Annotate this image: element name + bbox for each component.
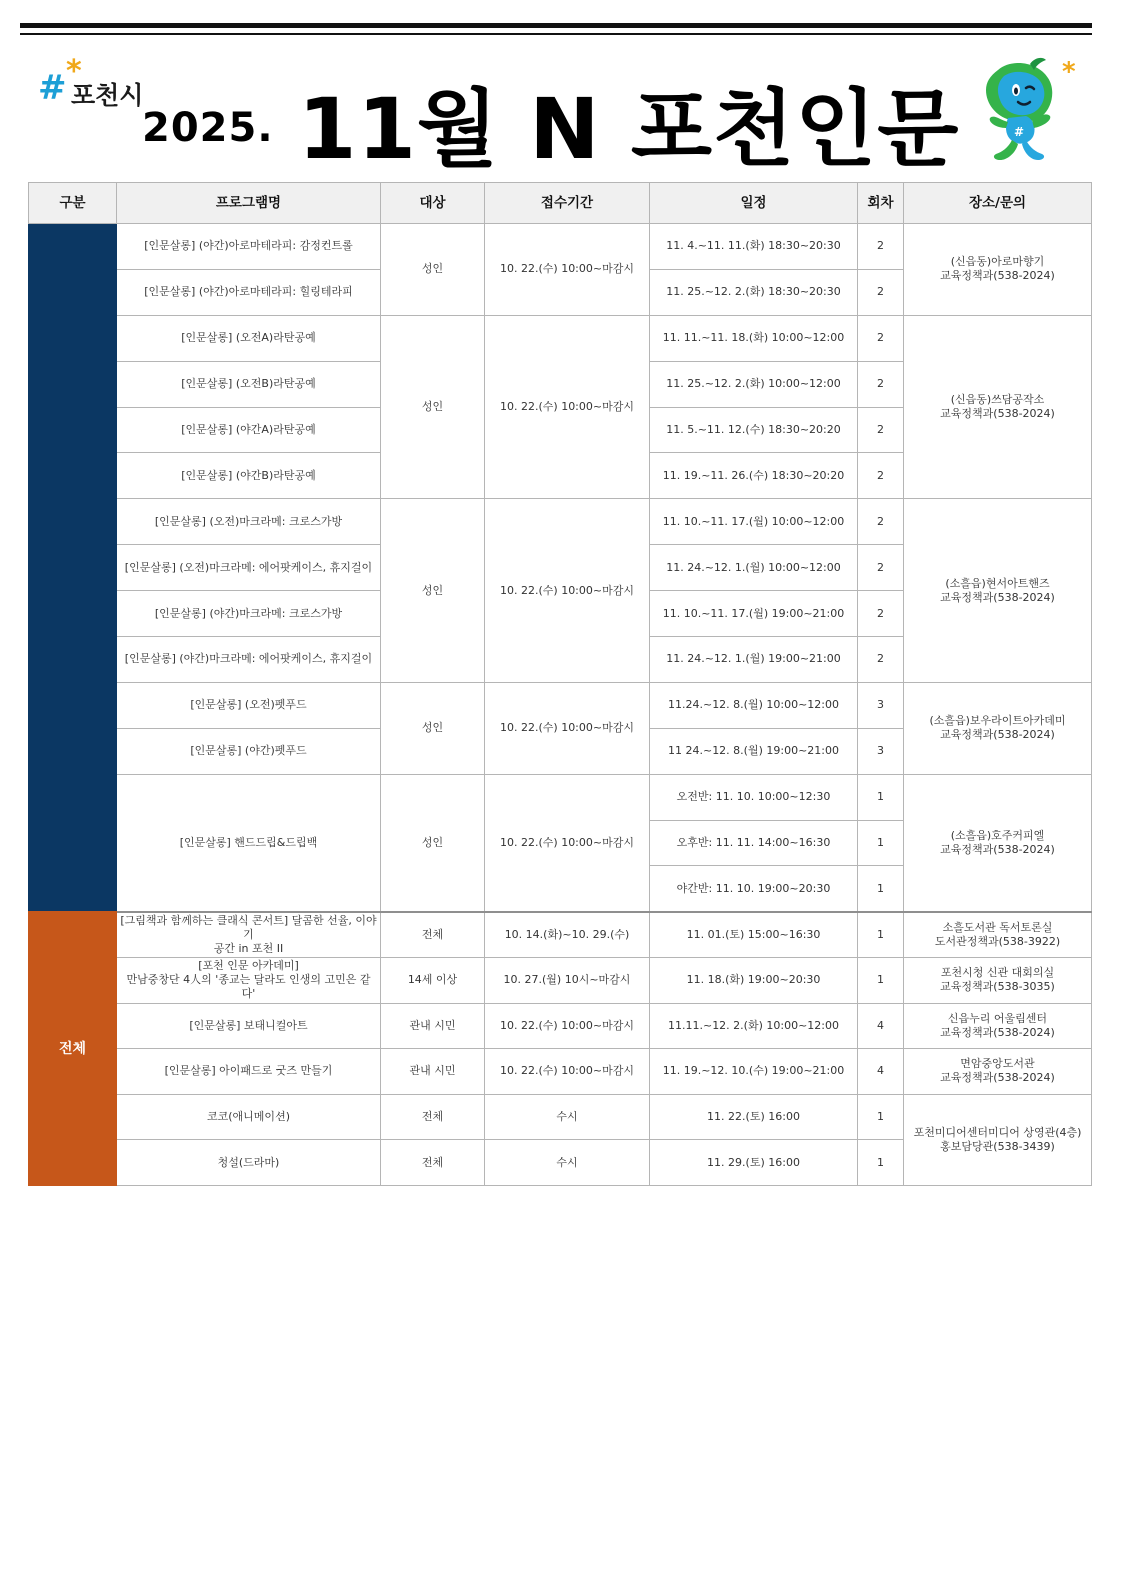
schedule-cell: 야간반: 11. 10. 19:00~20:30 (650, 866, 858, 912)
schedule-cell: 11. 18.(화) 19:00~20:30 (650, 957, 858, 1003)
period-cell: 10. 22.(수) 10:00~마감시 (485, 1003, 650, 1049)
schedule-cell: 11.24.~12. 8.(월) 10:00~12:00 (650, 682, 858, 728)
place-name: (소흘읍)현서아트핸즈 (945, 576, 1050, 590)
place-contact: 교육정책과(538-3035) (940, 980, 1055, 994)
table-row (29, 912, 1092, 958)
header-target: 대상 (381, 183, 485, 224)
table-row (29, 682, 1092, 728)
period-cell: 10. 27.(월) 10시~마감시 (485, 957, 650, 1003)
program-cell: 청설(드라마) (117, 1140, 381, 1186)
program-cell: [인문살롱] (오전A)라탄공예 (117, 315, 381, 361)
place-contact: 도서관정책과(538-3922) (934, 934, 1061, 948)
top-rule-thick (20, 23, 1092, 28)
sessions-cell: 2 (858, 224, 904, 270)
program-cell: [인문살롱] (야간A)라탄공예 (117, 407, 381, 453)
place-contact: 홍보담당관(538-3439) (940, 1139, 1055, 1153)
program-cell: [인문살롱] (야간)마크라메: 크로스가방 (117, 591, 381, 637)
top-rule-thin (20, 33, 1092, 35)
program-cell: [인문살롱] (오전)펫푸드 (117, 682, 381, 728)
sessions-cell: 2 (858, 545, 904, 591)
target-cell: 관내 시민 (381, 1049, 485, 1095)
sessions-cell: 1 (858, 866, 904, 912)
place-name: (소흘읍)보우라이트아카데미 (929, 714, 1066, 728)
header-sessions: 회차 (858, 183, 904, 224)
place-cell (904, 224, 1092, 316)
header-schedule: 일정 (650, 183, 858, 224)
place-cell (904, 499, 1092, 683)
sessions-cell: 3 (858, 728, 904, 774)
place-contact: 교육정책과(538-2024) (940, 590, 1055, 604)
place-cell (904, 912, 1092, 958)
category-cell-blue (29, 224, 117, 912)
sessions-cell: 4 (858, 1003, 904, 1049)
program-cell (117, 912, 381, 958)
logo-city-name: 포천시 (71, 81, 144, 110)
schedule-cell: 11. 01.(토) 15:00~16:30 (650, 912, 858, 958)
place-cell (904, 1049, 1092, 1095)
program-cell: [인문살롱] 아이패드로 굿즈 만들기 (117, 1049, 381, 1095)
schedule-cell: 11. 5.~11. 12.(수) 18:30~20:20 (650, 407, 858, 453)
target-cell: 14세 이상 (381, 957, 485, 1003)
schedule-cell: 11 24.~12. 8.(월) 19:00~21:00 (650, 728, 858, 774)
place-name: 포천시청 신관 대회의실 (940, 966, 1055, 980)
period-cell: 10. 22.(수) 10:00~마감시 (485, 774, 650, 912)
program-line: [포천 인문 아카데미] (198, 959, 299, 973)
schedule-cell: 11. 19.~12. 10.(수) 19:00~21:00 (650, 1049, 858, 1095)
target-cell: 성인 (381, 315, 485, 499)
sessions-cell: 4 (858, 1049, 904, 1095)
period-cell: 수시 (485, 1094, 650, 1140)
place-name: (소흘읍)호주커피엘 (950, 828, 1045, 842)
program-cell: [인문살롱] (야간)마크라메: 에어팟케이스, 휴지걸이 (117, 637, 381, 683)
target-cell: 성인 (381, 224, 485, 316)
schedule-cell: 11. 25.~12. 2.(화) 18:30~20:30 (650, 269, 858, 315)
target-cell: 성인 (381, 682, 485, 774)
place-contact: 교육정책과(538-2024) (940, 842, 1055, 856)
sessions-cell: 1 (858, 774, 904, 820)
place-name: (신읍동)쓰담공작소 (950, 393, 1045, 407)
schedule-cell: 오후반: 11. 11. 14:00~16:30 (650, 820, 858, 866)
place-name: 소흘도서관 독서토론실 (942, 920, 1053, 934)
schedule-cell: 11. 25.~12. 2.(화) 10:00~12:00 (650, 361, 858, 407)
target-cell: 전체 (381, 1094, 485, 1140)
program-line: 공간 in 포천 II (213, 941, 284, 955)
sessions-cell: 2 (858, 453, 904, 499)
place-cell (904, 1094, 1092, 1185)
program-cell: [인문살롱] (오전)마크라메: 크로스가방 (117, 499, 381, 545)
period-cell: 10. 14.(화)~10. 29.(수) (485, 912, 650, 958)
place-cell (904, 682, 1092, 774)
schedule-cell: 11. 29.(토) 16:00 (650, 1140, 858, 1186)
target-cell: 관내 시민 (381, 1003, 485, 1049)
program-cell: 코코(애니메이션) (117, 1094, 381, 1140)
place-name: (신읍동)아로마향기 (950, 255, 1045, 269)
program-cell: [인문살롱] (야간B)라탄공예 (117, 453, 381, 499)
sessions-cell: 1 (858, 820, 904, 866)
sessions-cell: 2 (858, 361, 904, 407)
schedule-cell: 11. 4.~11. 11.(화) 18:30~20:30 (650, 224, 858, 270)
sessions-cell: 1 (858, 957, 904, 1003)
period-cell: 10. 22.(수) 10:00~마감시 (485, 682, 650, 774)
place-contact: 교육정책과(538-2024) (940, 728, 1055, 742)
place-cell (904, 1003, 1092, 1049)
sessions-cell: 2 (858, 269, 904, 315)
year-label: 2025. (142, 105, 274, 151)
sessions-cell: 2 (858, 315, 904, 361)
target-cell: 성인 (381, 499, 485, 683)
target-cell: 성인 (381, 774, 485, 912)
header-category: 구분 (29, 183, 117, 224)
program-cell: [인문살롱] (오전)마크라메: 에어팟케이스, 휴지걸이 (117, 545, 381, 591)
program-line: [그림책과 함께하는 클래식 콘서트] 달콤한 선율, 이야기 (120, 913, 377, 941)
program-line: 만남중창단 4人의 '종교는 달라도 인생의 고민은 같다' (126, 973, 371, 1001)
target-cell: 전체 (381, 1140, 485, 1186)
table-row (29, 499, 1092, 545)
svg-text:#: # (1014, 125, 1025, 139)
schedule-cell: 11. 11.~11. 18.(화) 10:00~12:00 (650, 315, 858, 361)
place-name: 신읍누리 어울림센터 (947, 1011, 1048, 1025)
program-cell: [인문살롱] (오전B)라탄공예 (117, 361, 381, 407)
page-title: 11월 N 포천인문 (298, 80, 960, 178)
header-period: 접수기간 (485, 183, 650, 224)
place-contact: 교육정책과(538-2024) (940, 1025, 1055, 1039)
sessions-cell: 2 (858, 637, 904, 683)
place-cell (904, 957, 1092, 1003)
place-cell (904, 315, 1092, 499)
sessions-cell: 2 (858, 499, 904, 545)
schedule-cell: 11. 19.~11. 26.(수) 18:30~20:20 (650, 453, 858, 499)
table-row (29, 1094, 1092, 1140)
schedule-cell: 11. 10.~11. 17.(월) 10:00~12:00 (650, 499, 858, 545)
table-row (29, 1003, 1092, 1049)
table-row (29, 224, 1092, 270)
logo-hash-icon: # (38, 68, 67, 108)
program-cell: [인문살롱] 보태니컬아트 (117, 1003, 381, 1049)
program-cell: [인문살롱] 핸드드립&드립백 (117, 774, 381, 912)
period-cell: 10. 22.(수) 10:00~마감시 (485, 499, 650, 683)
sessions-cell: 2 (858, 407, 904, 453)
schedule-cell: 오전반: 11. 10. 10:00~12:30 (650, 774, 858, 820)
place-contact: 교육정책과(538-2024) (940, 407, 1055, 421)
sessions-cell: 2 (858, 591, 904, 637)
schedule-cell: 11. 22.(토) 16:00 (650, 1094, 858, 1140)
program-cell: [인문살롱] (야간)펫푸드 (117, 728, 381, 774)
schedule-cell: 11. 10.~11. 17.(월) 19:00~21:00 (650, 591, 858, 637)
category-cell-all: 전체 (29, 912, 117, 1186)
place-name: 면암중앙도서관 (960, 1057, 1035, 1071)
sessions-cell: 1 (858, 1094, 904, 1140)
place-contact: 교육정책과(538-2024) (940, 269, 1055, 283)
schedule-cell: 11.11.~12. 2.(화) 10:00~12:00 (650, 1003, 858, 1049)
period-cell: 10. 22.(수) 10:00~마감시 (485, 224, 650, 316)
sessions-cell: 1 (858, 1140, 904, 1186)
table-row (29, 1049, 1092, 1095)
program-cell: [인문살롱] (야간)아로마테라피: 힐링테라피 (117, 269, 381, 315)
sessions-cell: 1 (858, 912, 904, 958)
target-cell: 전체 (381, 912, 485, 958)
schedule-cell: 11. 24.~12. 1.(월) 19:00~21:00 (650, 637, 858, 683)
period-cell: 수시 (485, 1140, 650, 1186)
svg-text:*: * (1062, 57, 1076, 87)
sessions-cell: 3 (858, 682, 904, 728)
program-cell: [인문살롱] (야간)아로마테라피: 감정컨트롤 (117, 224, 381, 270)
table-header-row (29, 183, 1092, 224)
program-schedule-table (28, 182, 1092, 1186)
period-cell: 10. 22.(수) 10:00~마감시 (485, 315, 650, 499)
schedule-cell: 11. 24.~12. 1.(월) 10:00~12:00 (650, 545, 858, 591)
table-row (29, 315, 1092, 361)
header-program: 프로그램명 (117, 183, 381, 224)
place-name: 포천미디어센터미디어 상영관(4층) (913, 1125, 1082, 1139)
logo-star-icon: * (66, 54, 82, 89)
period-cell: 10. 22.(수) 10:00~마감시 (485, 1049, 650, 1095)
table-row (29, 774, 1092, 820)
place-contact: 교육정책과(538-2024) (940, 1071, 1055, 1085)
place-cell (904, 774, 1092, 912)
program-cell (117, 957, 381, 1003)
mascot-icon (960, 56, 1082, 166)
header-place: 장소/문의 (904, 183, 1092, 224)
table-row (29, 957, 1092, 1003)
